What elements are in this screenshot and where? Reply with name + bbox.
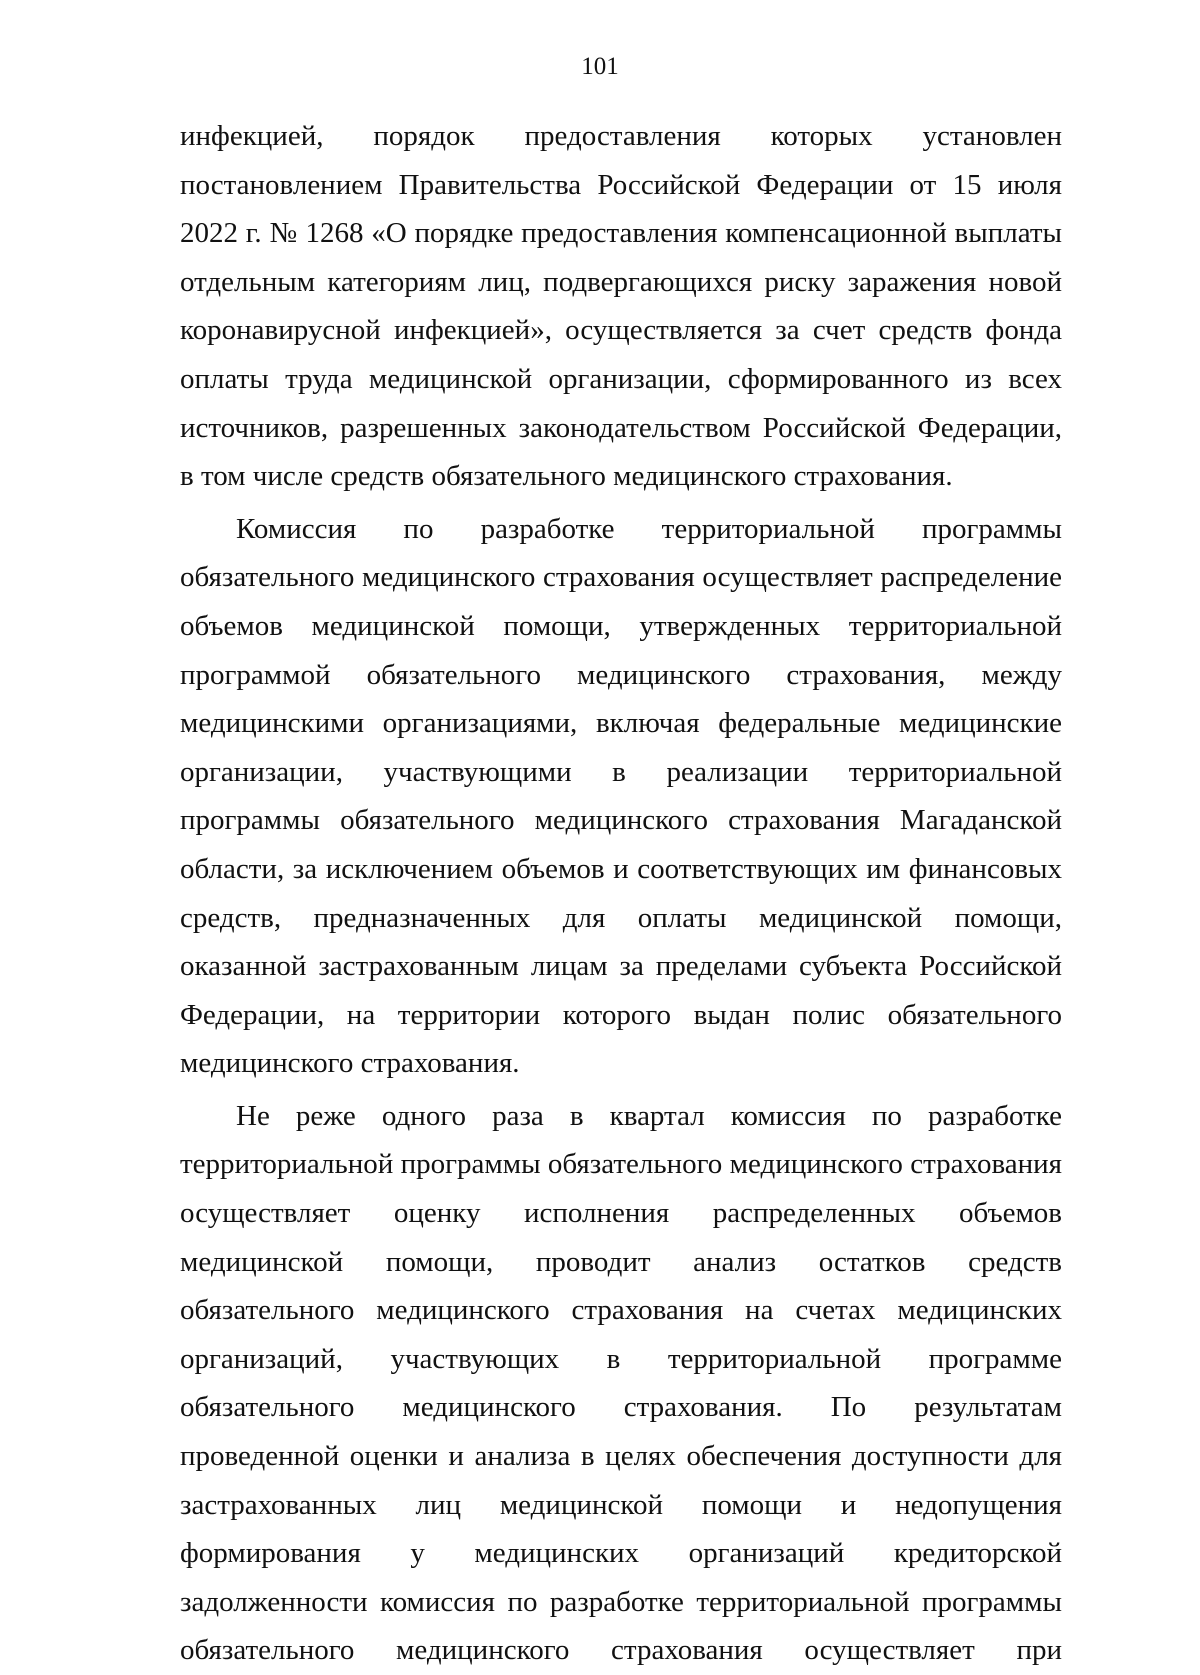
document-body [180,112,1062,1675]
paragraph-commission-distribution: Комиссия по разработке территориальной программы обязательного медицинского страхования осуществляет распределение объемов медицинской помощи, утвержденных территориальной программой обязательного медицинского страхования, между медицинскими организациями, включая федеральные медицинские организации, участвующими в реализации территориальной программы обязательного медицинского страхования Магаданской области, за исключением объемов и соответствующих им финансовых средств, предназначенных для оплаты медицинской помощи, оказанной застрахованным лицам за пределами субъекта Российской Федерации, на территории которого выдан полис обязательного медицинского страхования. [180,512,1062,1080]
page-number: 101 [581,53,619,80]
paragraph-quarterly-assessment: Не реже одного раза в квартал комиссия по разработке территориальной программы обязательного медицинского страхования осуществляет оценку исполнения распределенных объемов медицинской помощи, проводит анализ остатков средств обязательного медицинского страхования на счетах медицинских организаций, участвующих в территориальной программе обязательного медицинского страхования. По результатам проведенной оценки и анализа в целях обеспечения доступности для застрахованных лиц медицинской помощи и недопущения формирования у медицинских организаций кредиторской задолженности комиссия по разработке территориальной программы обязательного медицинского страхования осуществляет при [180,1099,1062,1667]
paragraph-continuation: инфекцией, порядок предоставления которых установлен постановлением Правительства Российской Федерации от 15 июля 2022 г. № 1268 «О порядке предоставления компенсационной выплаты отдельным категориям лиц, подвергающихся риску заражения новой коронавирусной инфекцией», осуществляется за счет средств фонда оплаты труда медицинской организации, сформированного из всех источников, разрешенных законодательством Российской Федерации, в том числе средств обязательного медицинского страхования. [180,120,1062,493]
